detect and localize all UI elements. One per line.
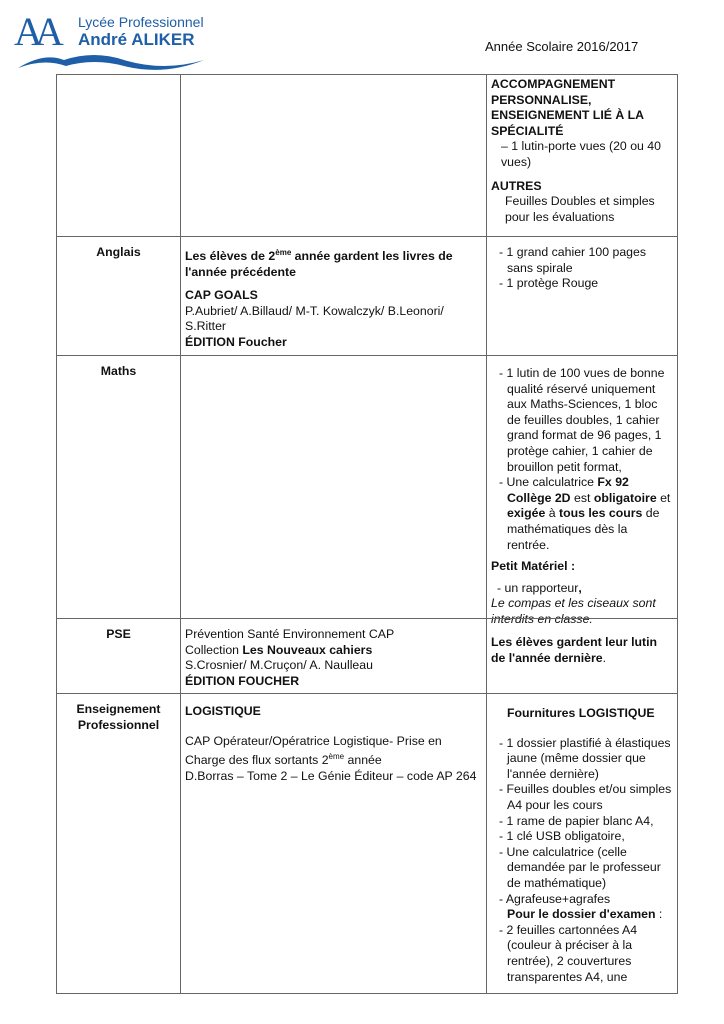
text: exigée	[507, 506, 546, 521]
text: est	[570, 490, 594, 505]
supplies-cell	[486, 355, 678, 626]
subject-cell	[56, 236, 181, 356]
text: Fx 92 Collège 2D	[507, 475, 629, 505]
book-authors: S.Crosnier/ M.Cruçon/ A. Naulleau	[185, 658, 373, 673]
supplies-cell	[486, 693, 678, 994]
superscript: ème	[275, 248, 292, 257]
book-edition: ÉDITION FOUCHER	[185, 673, 300, 688]
subject-cell	[56, 693, 181, 994]
books-cell	[180, 236, 487, 356]
text: Les élèves de 2	[185, 249, 276, 264]
supply-item: - 1 clé USB obligatoire,	[499, 829, 625, 844]
book-edition: ÉDITION Foucher	[185, 335, 287, 350]
supply-list	[491, 736, 673, 908]
supply-item: - 2 feuilles cartonnées A4 (couleur à préciser à la rentrée), 2 couvertures transparentes A4, une	[499, 922, 638, 984]
book-line	[185, 734, 482, 769]
exam-heading	[491, 907, 673, 923]
subject-name: Enseignement Professionnel	[76, 702, 161, 732]
section-heading: ACCOMPAGNEMENT PERSONNALISE, ENSEIGNEMENT LIÉ À LA SPÉCIALITÉ	[491, 77, 644, 138]
supplies-cell	[486, 618, 678, 694]
supplies-cell	[486, 236, 678, 356]
subject-name: PSE	[106, 627, 131, 641]
subject-cell	[56, 355, 181, 619]
supply-item: – 1 lutin-porte vues (20 ou 40 vues)	[501, 139, 661, 169]
supply-item	[495, 475, 673, 553]
text: à	[545, 506, 559, 521]
text: année	[344, 753, 382, 768]
supply-item: - Une calculatrice (celle demandée par le professeur de mathématique)	[499, 844, 661, 890]
subject-cell	[56, 74, 181, 237]
text: tous les cours	[558, 506, 643, 521]
text: .	[602, 650, 607, 665]
logo-line1: Lycée Professionnel	[78, 14, 204, 30]
text: - un rapporteur	[497, 580, 579, 595]
supply-list	[491, 358, 673, 553]
text: Collection	[185, 642, 243, 657]
supply-item: - 1 rame de papier blanc A4,	[499, 813, 654, 828]
subject-name: Maths	[100, 364, 137, 378]
section-heading: AUTRES	[491, 178, 542, 193]
books-cell	[180, 693, 487, 994]
text: Pour le dossier d'examen	[507, 907, 656, 922]
subject-name: Anglais	[96, 245, 141, 259]
supply-list	[491, 923, 673, 985]
section-heading: Fournitures LOGISTIQUE	[507, 706, 655, 720]
logo-letters: AA	[14, 9, 56, 54]
text: année gardent les livres de l'année précédente	[185, 249, 453, 279]
books-cell	[180, 355, 487, 619]
supply-item: - Feuilles doubles et/ou simples A4 pour les cours	[499, 782, 672, 812]
book-note	[185, 239, 482, 280]
supply-item: - 1 protège Rouge	[499, 276, 599, 291]
text: - Une calculatrice	[499, 475, 598, 490]
supply-item: - 1 dossier plastifié à élastiques jaune (même dossier que l'année dernière)	[499, 735, 671, 781]
book-line: Prévention Santé Environnement CAP	[185, 627, 395, 641]
text: de mathématiques dès la rentrée.	[507, 506, 660, 552]
logo-line2: André ALIKER	[78, 30, 195, 49]
book-title: CAP GOALS	[185, 288, 258, 303]
text: Les élèves gardent leur lutin de l'année dernière	[491, 635, 658, 665]
supply-note	[491, 621, 673, 666]
supply-item: - 1 grand cahier 100 pages sans spirale	[499, 245, 646, 275]
book-line: D.Borras – Tome 2 – Le Génie Éditeur – code AP 264	[185, 768, 477, 783]
book-title: LOGISTIQUE	[185, 704, 261, 718]
supply-item: - Agrafeuse+agrafes	[499, 891, 611, 906]
text: :	[655, 907, 663, 922]
section-heading: Petit Matériel :	[491, 559, 576, 574]
subject-cell	[56, 618, 181, 694]
book-authors: P.Aubriet/ A.Billaud/ M-T. Kowalczyk/ B.Leonori/ S.Ritter	[185, 303, 444, 334]
logo-wave-icon	[14, 50, 204, 72]
books-cell	[180, 618, 487, 694]
text: Les Nouveaux cahiers	[242, 642, 373, 657]
book-line	[185, 643, 482, 659]
supply-item: - 1 lutin de 100 vues de bonne qualité réservé uniquement aux Maths-Sciences, 1 bloc de feuilles doubles, 1 cahier grand format de 96 pages, 1 protège cahier, 1 cahier de brouillon petit format,	[499, 366, 665, 474]
supply-item	[491, 581, 673, 597]
supplies-cell	[486, 74, 678, 237]
school-year: Année Scolaire 2016/2017	[485, 39, 639, 54]
text: CAP Opérateur/Opératrice Logistique- Prise en Charge des flux sortants 2	[185, 733, 442, 768]
school-logo	[14, 9, 214, 62]
supply-list	[491, 239, 673, 292]
note: Le compas et les ciseaux sont interdits en classe.	[491, 596, 656, 626]
text: obligatoire	[593, 490, 657, 505]
text: et	[656, 490, 671, 505]
superscript: ème	[328, 752, 345, 762]
supply-item: Feuilles Doubles et simples pour les évaluations	[505, 194, 655, 224]
text: ,	[578, 580, 582, 595]
books-cell	[180, 74, 487, 237]
